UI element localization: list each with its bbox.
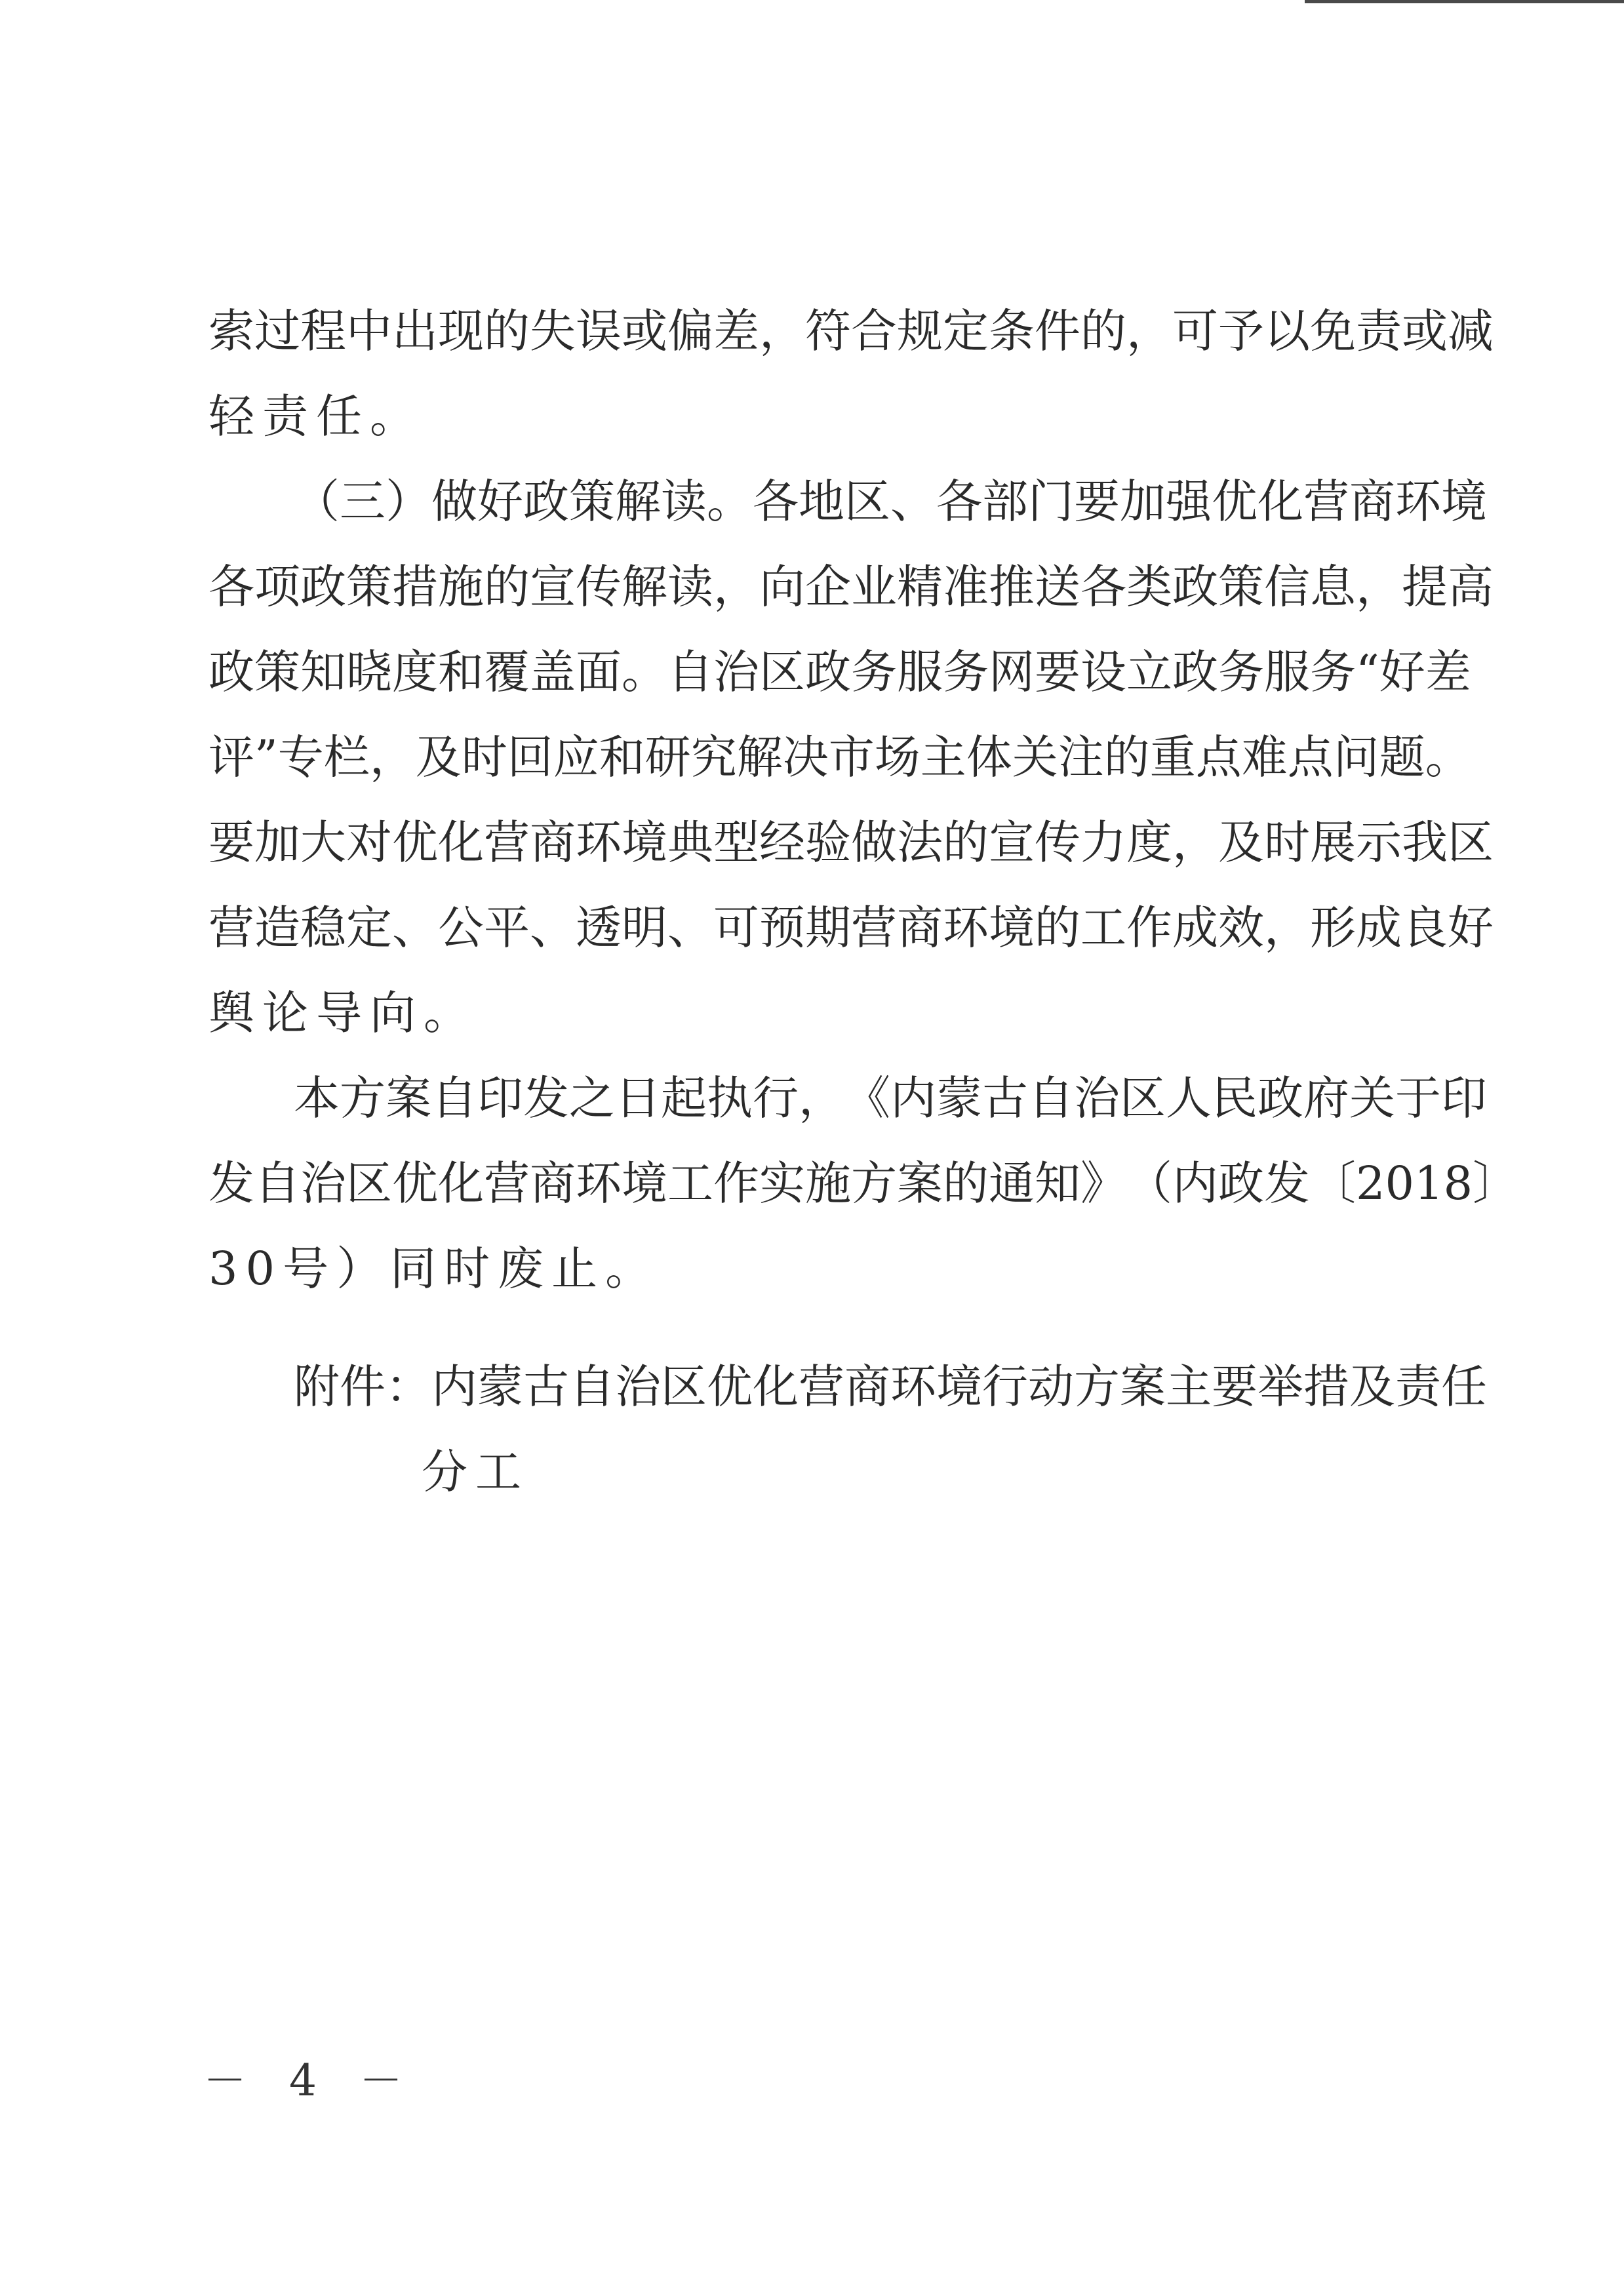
text-line-3: （ 三 ） 做 好 政 策 解 读 。 各 地 区 、 各 部 门 要 加 强 优 化 营 商 环 境: [294, 475, 1487, 528]
text-line-10: 本 方 案 自 印 发 之 日 起 执 行 ， 《 内 蒙 古 自 治 区 人 民 政 府 关 于 印: [294, 1071, 1487, 1125]
text-line-2: 轻责任。: [208, 389, 424, 443]
text-line-4: 各 项 政 策 措 施 的 宣 传 解 读 ， 向 企 业 精 准 推 送 各 类 政 策 信 息 ， 提 高: [208, 560, 1494, 614]
text-line-9: 舆论导向。: [208, 986, 477, 1040]
attachment-line-1: 附 件 ： 内 蒙 古 自 治 区 优 化 营 商 环 境 行 动 方 案 主 要 举 措 及 责 任: [294, 1360, 1487, 1414]
page-number: － 4 －: [203, 2055, 417, 2106]
text-line-8: 营 造 稳 定 、 公 平 、 透 明 、 可 预 期 营 商 环 境 的 工 作 成 效 ， 形 成 良 好: [208, 901, 1494, 955]
attachment-line-2: 分工: [422, 1445, 529, 1499]
text-line-11: 发 自 治 区 优 化 营 商 环 境 工 作 实 施 方 案 的 通 知 》 （ 内 政 发 〔 2018 〕: [208, 1157, 1519, 1210]
text-line-1: 索 过 程 中 出 现 的 失 误 或 偏 差 ， 符 合 规 定 条 件 的 ， 可 予 以 免 责 或 减: [208, 304, 1494, 358]
top-edge-rule: [1305, 0, 1624, 3]
text-line-6: 评 ” 专 栏 ， 及 时 回 应 和 研 究 解 决 市 场 主 体 关 注 的 重 点 难 点 问 题 。: [208, 730, 1471, 784]
text-line-12: 30号）同时废止。: [208, 1242, 660, 1295]
text-line-7: 要 加 大 对 优 化 营 商 环 境 典 型 经 验 做 法 的 宣 传 力 度 ， 及 时 展 示 我 区: [208, 816, 1494, 869]
text-line-5: 政 策 知 晓 度 和 覆 盖 面 。 自 治 区 政 务 服 务 网 要 设 立 政 务 服 务 “ 好 差: [208, 645, 1471, 699]
